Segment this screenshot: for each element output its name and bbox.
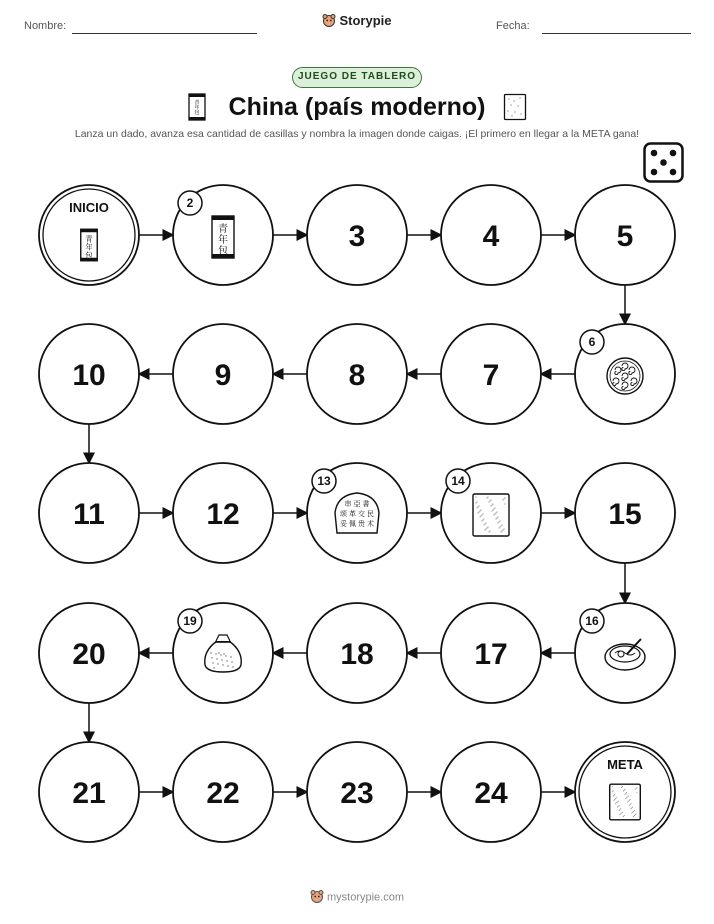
board-space-13[interactable] — [307, 463, 407, 563]
svg-text:术: 术 — [367, 520, 374, 528]
footer-url[interactable]: mystorypie.com — [326, 891, 405, 904]
svg-text:16: 16 — [585, 614, 599, 628]
rice-paper-sheet-icon — [473, 494, 509, 536]
space-number: 23 — [340, 777, 374, 810]
space-number: 17 — [474, 638, 508, 671]
svg-text:年: 年 — [85, 242, 93, 252]
space-number-badge — [446, 469, 470, 493]
board-space-4[interactable] — [441, 185, 541, 285]
space-number: 15 — [608, 498, 642, 531]
storypie-logo-icon — [310, 889, 324, 906]
board-space-10[interactable] — [39, 324, 139, 424]
qingnian-bao-package-icon — [212, 216, 234, 258]
svg-text:交: 交 — [358, 510, 365, 518]
space-number-badge — [178, 609, 202, 633]
svg-text:贵: 贵 — [358, 520, 365, 528]
space-number-badge — [580, 330, 604, 354]
game-type-badge: JUEGO DE TABLERO — [292, 67, 422, 88]
board-space-6[interactable] — [575, 324, 675, 424]
start-label: INICIO — [69, 200, 109, 215]
space-number: 7 — [482, 359, 500, 392]
svg-text:13: 13 — [317, 474, 331, 488]
space-number: 24 — [474, 777, 508, 810]
start-space[interactable] — [39, 185, 139, 285]
board-space-11[interactable] — [39, 463, 139, 563]
space-number: 3 — [348, 220, 366, 253]
svg-text:亞: 亞 — [353, 500, 361, 508]
board-space-3[interactable] — [307, 185, 407, 285]
space-number: 20 — [72, 638, 106, 671]
board-space-8[interactable] — [307, 324, 407, 424]
board-space-15[interactable] — [575, 463, 675, 563]
finish-space[interactable] — [575, 742, 675, 842]
footer — [0, 889, 714, 906]
svg-text:包: 包 — [85, 250, 93, 260]
qingnian-bao-package-icon — [81, 229, 98, 261]
svg-text:民: 民 — [367, 510, 374, 518]
svg-text:6: 6 — [588, 335, 596, 349]
svg-text:佩: 佩 — [349, 520, 356, 528]
space-number: 22 — [206, 777, 240, 810]
instructions: Lanza un dado, avanza esa cantidad de casillas y nombra la imagen donde caigas. ¡El primero en llegar a la META gana! — [74, 128, 640, 140]
svg-text:青: 青 — [218, 224, 228, 235]
board-space-16[interactable] — [575, 603, 675, 703]
board-space-14[interactable] — [441, 463, 541, 563]
board-space-22[interactable] — [173, 742, 273, 842]
svg-text:年: 年 — [194, 105, 200, 111]
board-space-5[interactable] — [575, 185, 675, 285]
board-space-9[interactable] — [173, 324, 273, 424]
page-title: China (país moderno) — [228, 93, 486, 121]
svg-text:包: 包 — [194, 110, 200, 116]
svg-text:包: 包 — [218, 246, 228, 257]
svg-text:妥: 妥 — [340, 520, 347, 528]
space-number: 9 — [214, 359, 232, 392]
space-number: 8 — [348, 359, 366, 392]
board-space-19[interactable] — [173, 603, 273, 703]
board-space-12[interactable] — [173, 463, 273, 563]
svg-text:串: 串 — [344, 500, 352, 508]
space-number: 18 — [340, 638, 374, 671]
rice-paper-sheet-icon — [610, 784, 641, 820]
board-space-20[interactable] — [39, 603, 139, 703]
date-label: Fecha: — [496, 20, 530, 32]
space-number: 5 — [616, 220, 634, 253]
brand-name: Storypie — [339, 13, 392, 28]
space-number: 10 — [72, 359, 106, 392]
svg-text:2: 2 — [186, 196, 194, 210]
space-number: 21 — [72, 777, 106, 810]
board-space-2[interactable] — [173, 185, 273, 285]
svg-text:颂: 颂 — [340, 510, 347, 518]
board-space-17[interactable] — [441, 603, 541, 703]
space-number: 4 — [482, 220, 500, 253]
space-number-badge — [312, 469, 336, 493]
space-number: 11 — [73, 498, 105, 531]
svg-text:19: 19 — [183, 614, 197, 628]
board-space-23[interactable] — [307, 742, 407, 842]
svg-text:青: 青 — [85, 234, 93, 244]
spiral-jade-disc-icon — [607, 358, 643, 394]
space-number-badge — [580, 609, 604, 633]
board-space-7[interactable] — [441, 324, 541, 424]
space-number-badge — [178, 191, 202, 215]
svg-text:書: 書 — [362, 500, 370, 508]
space-number: 12 — [206, 498, 240, 531]
svg-text:革: 革 — [349, 510, 356, 518]
svg-text:14: 14 — [451, 474, 465, 488]
svg-text:青: 青 — [194, 100, 200, 106]
name-label: Nombre: — [24, 20, 67, 32]
finish-label: META — [607, 757, 643, 772]
svg-text:年: 年 — [218, 235, 228, 246]
chinese-seal-stone-icon — [335, 493, 379, 533]
board-space-24[interactable] — [441, 742, 541, 842]
board-space-21[interactable] — [39, 742, 139, 842]
board-space-18[interactable] — [307, 603, 407, 703]
